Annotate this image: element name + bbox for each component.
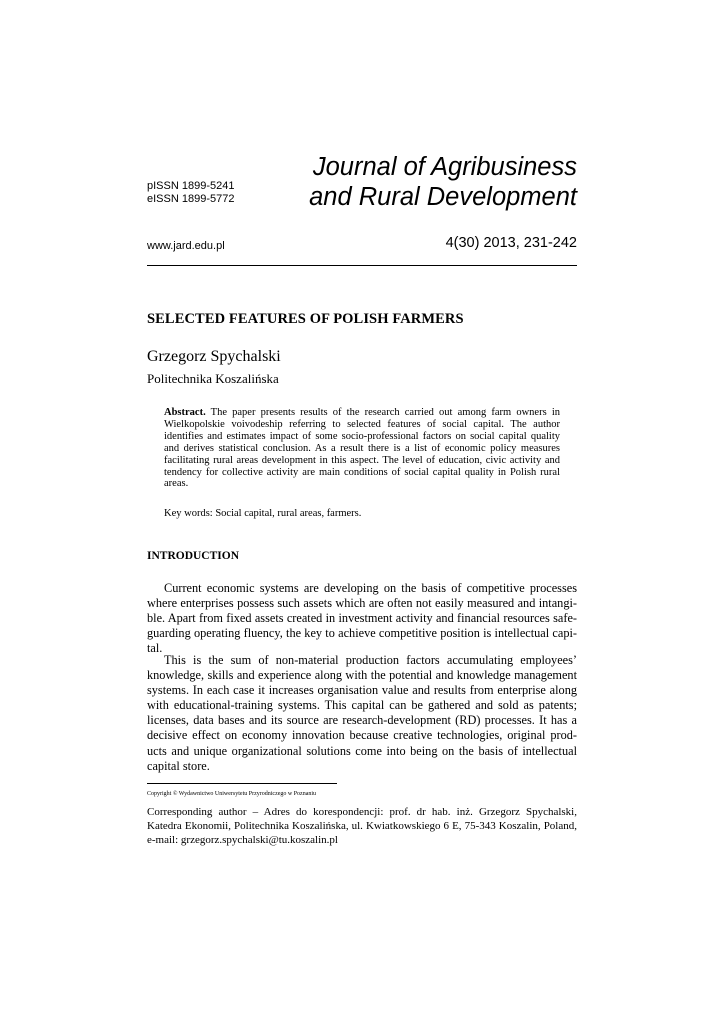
journal-title-line1: Journal of Agribusiness xyxy=(312,153,577,181)
abstract xyxy=(164,407,560,490)
copyright-notice: Copyright © Wydawnictwo Uniwersytetu Przyrodniczego w Poznaniu xyxy=(147,791,317,797)
section-heading-introduction: INTRODUCTION xyxy=(147,550,240,562)
header-divider xyxy=(147,265,577,266)
author-name: Grzegorz Spychalski xyxy=(147,348,281,365)
volume-pages: 4(30) 2013, 231-242 xyxy=(445,235,577,251)
abstract-text: The paper presents results of the research carried out among farm owners in Wielkopolskie voivodeship referring to selected features of social capital. The author identifies and estimates impact of some socio-professional factors on social capital quality and derives statistical conclusion. As a result there is a list of economic policy measures facilitating rural areas development in this aspect. The level of education, civic activity and tendency for collective activity are main conditions of social capital quality in Polish rural areas. xyxy=(164,407,560,490)
journal-title-line2: and Rural Development xyxy=(309,183,577,211)
footnote-divider xyxy=(147,783,337,784)
abstract-label: Abstract. xyxy=(164,407,206,418)
intro-paragraph-1: Current economic systems are developing on the basis of competitive processes where enterprises possess such assets which are often not easily measured and intangi-ble. Apart from fixed assets created in investment activity and financial resources safe-guarding operating fluency, the key to achieve competitive position is intellectual capi-tal. xyxy=(147,581,577,656)
keywords: Key words: Social capital, rural areas, farmers. xyxy=(164,508,362,519)
journal-title xyxy=(217,152,577,212)
journal-website: www.jard.edu.pl xyxy=(147,240,225,252)
corresponding-author: Corresponding author – Adres do korespondencji: prof. dr hab. inż. Grzegorz Spychalski, Katedra Ekonomii, Politechnika Koszalińska, ul. Kwiatkowskiego 6 E, 75-343 Koszalin, Poland, e-mail: grzegorz.spychalski@tu.koszalin.pl xyxy=(147,806,577,846)
intro-paragraph-2: This is the sum of non-material production factors accumulating employees’ knowledge, skills and experience along with the potential and knowledge management systems. In each case it increases organisation value and results from enterprise along with educational-training systems. This capital can be gathered and sold as patents; licenses, data bases and its source are research-development (RD) processes. It has a decisive effect on economy innovation because creative technologies, original prod-ucts and unique organizational solutions come into being on the basis of intellectual capital store. xyxy=(147,653,577,773)
article-title: SELECTED FEATURES OF POLISH FARMERS xyxy=(147,311,464,327)
pissn: pISSN 1899-5241 xyxy=(147,180,235,192)
author-affiliation: Politechnika Koszalińska xyxy=(147,371,279,386)
eissn: eISSN 1899-5772 xyxy=(147,193,235,205)
